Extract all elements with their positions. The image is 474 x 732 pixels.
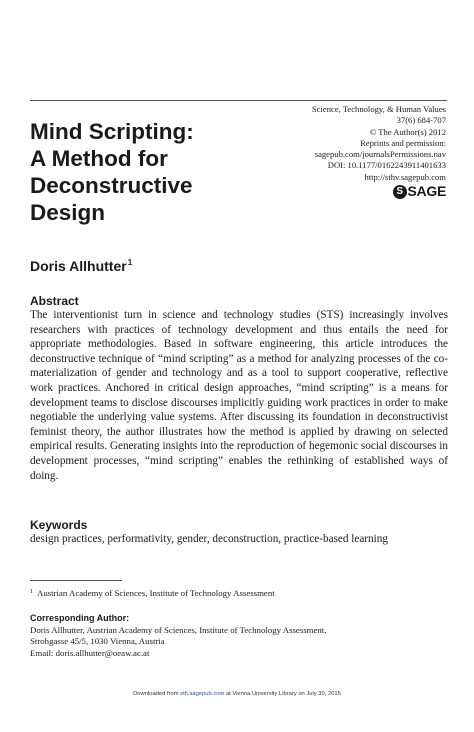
journal-metadata bbox=[246, 104, 446, 199]
keywords-text: design practices, performativity, gender, deconstruction, practice-based learning bbox=[30, 533, 388, 545]
download-suffix: at Vienna University Library on July 30, 2015 bbox=[224, 691, 341, 697]
corresponding-line: Doris Allhutter, Austrian Academy of Sciences, Institute of Technology Assessment, bbox=[30, 625, 327, 635]
download-notice bbox=[0, 691, 474, 697]
journal-issue: 37(6) 684-707 bbox=[396, 115, 446, 126]
sage-logo-text: SAGE bbox=[407, 183, 446, 200]
article-title bbox=[30, 118, 260, 226]
title-line: Deconstructive bbox=[30, 173, 193, 198]
abstract-text: The interventionist turn in science and technology studies (STS) increasingly involves researchers with practices of technology development and thus entails the need for appropriate methodologies. Based in software engineering, this article introduces the deconstructive technique of “mind scripting” as a method for analyzing processes of the co-materialization of gender and technology and as a tool to support cooperative, reflective work practices. Anchored in critical design approaches, “mind scripting” is a means for development teams to disclose discourses implicitly guiding work practices in order to make negotiable the underlying value systems. After discussing its foundation in deconstructivist feminist theory, the author illustrates how the method is applied by drawing on selected empirical results. Generating insights into the reproduction of hegemonic social discourses in development processes, “mind scripting” enables the rethinking of established ways of doing. bbox=[30, 309, 448, 482]
doi[interactable]: DOI: 10.1177/0162243911401633 bbox=[327, 160, 446, 171]
journal-name: Science, Technology, & Human Values bbox=[311, 104, 446, 114]
permissions-link[interactable]: sagepub.com/journalsPermissions.nav bbox=[314, 149, 446, 160]
sage-logo bbox=[393, 185, 446, 199]
title-line: Mind Scripting: bbox=[30, 119, 194, 144]
author-affiliation-mark: 1 bbox=[127, 258, 133, 267]
sage-logo-icon: S bbox=[393, 185, 407, 199]
footnote-text: Austrian Academy of Sciences, Institute of Technology Assessment bbox=[37, 588, 275, 598]
keywords-heading: Keywords bbox=[30, 518, 88, 532]
title-line: Design bbox=[30, 200, 106, 225]
footnote-mark: 1 bbox=[30, 589, 33, 595]
corresponding-details bbox=[30, 625, 448, 659]
download-link[interactable]: sth.sagepub.com bbox=[180, 691, 225, 697]
journal-url[interactable]: http://sthv.sagepub.com bbox=[364, 171, 446, 182]
author-name bbox=[30, 258, 132, 274]
corresponding-line: Strohgasse 45/5, 1030 Vienna, Austria bbox=[30, 636, 165, 647]
copyright: © The Author(s) 2012 bbox=[369, 126, 446, 137]
footnote-rule bbox=[30, 580, 122, 581]
header-rule bbox=[30, 100, 447, 101]
corresponding-email[interactable]: Email: doris.allhutter@oeaw.ac.at bbox=[30, 647, 150, 658]
reprints-label: Reprints and permission: bbox=[360, 137, 446, 148]
corresponding-heading: Corresponding Author: bbox=[30, 613, 130, 623]
download-prefix: Downloaded from bbox=[133, 691, 181, 697]
author-name-text: Doris Allhutter bbox=[30, 258, 127, 274]
abstract-heading: Abstract bbox=[30, 294, 79, 308]
affiliation-footnote bbox=[30, 587, 448, 599]
title-line: A Method for bbox=[30, 146, 168, 171]
